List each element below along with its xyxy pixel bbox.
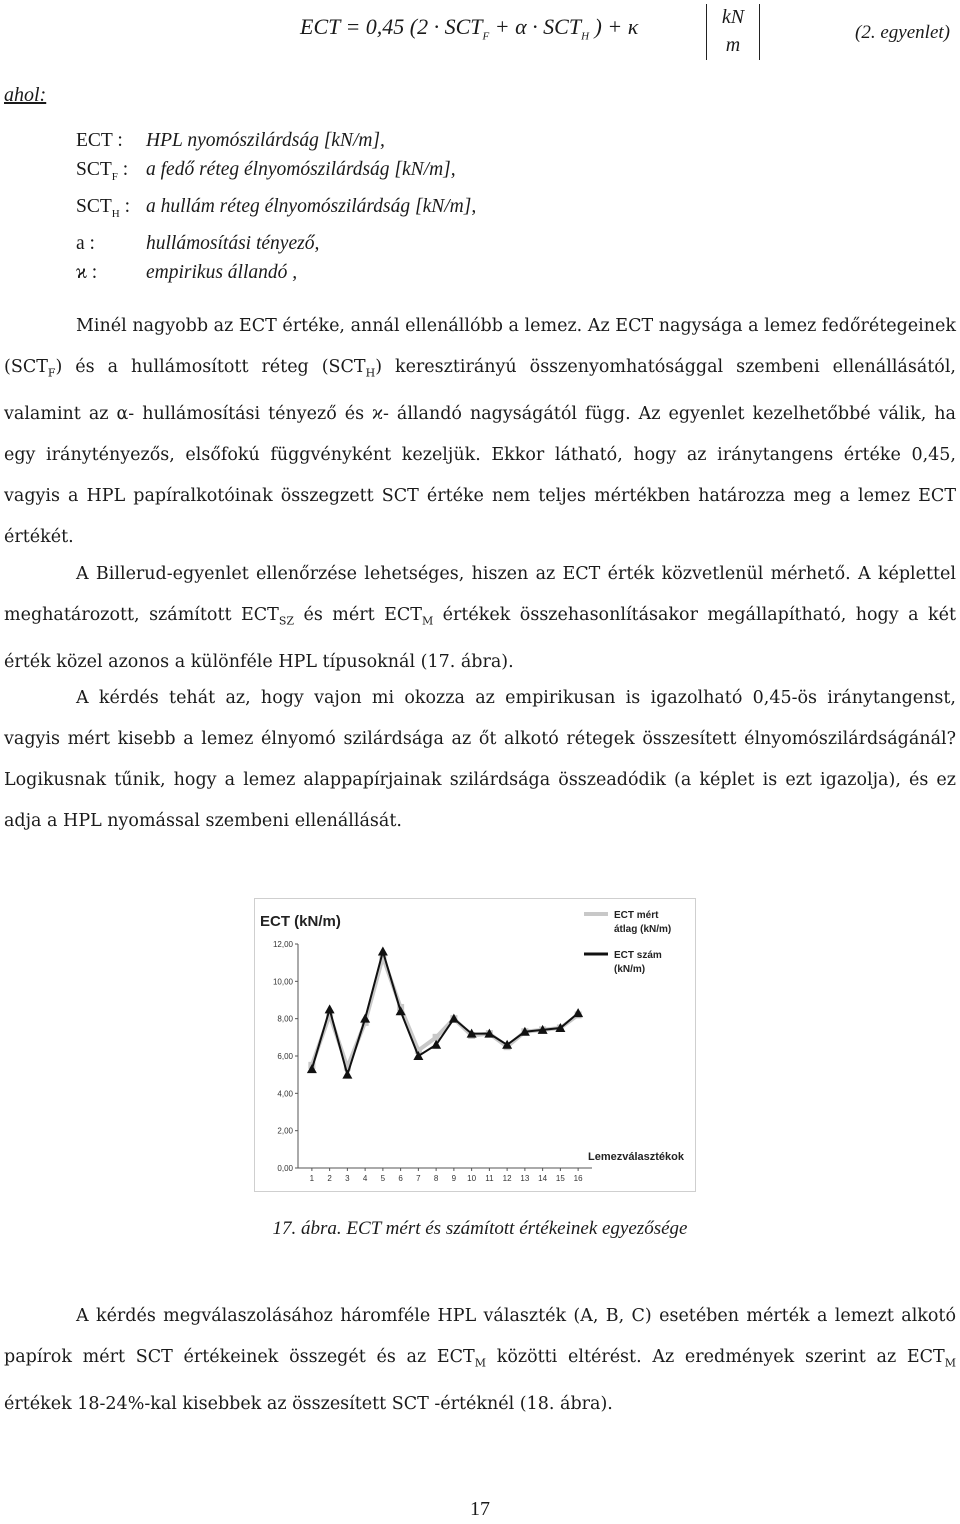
- definition-symbol: $SCT_H$ :: [76, 195, 131, 220]
- y-tick-label: 4,00: [277, 1089, 293, 1099]
- x-tick-label: 9: [451, 1174, 457, 1183]
- x-tick-label: 11: [485, 1174, 494, 1183]
- x-tick-label: 7: [416, 1174, 421, 1183]
- definition-desc: a hullám réteg élnyomószilárdság [kN/m],: [146, 195, 477, 217]
- equation-rhs: = 0,45 (2 · SCT: [345, 14, 483, 39]
- x-tick-label: 15: [555, 1174, 565, 1183]
- definition-desc: a fedő réteg élnyomószilárdság [kN/m],: [146, 159, 456, 180]
- x-tick-label: 10: [467, 1174, 477, 1183]
- paragraph-2: A Billerud-egyenlet ellenőrzése lehetséges, hiszen az ECT érték közvetlenül mérhető. A képlettel meghatározott, számított $ECT_{SZ}$ és mért $ECT_M$ értékek összehasonlításakor megállapítható, hogy a két érték közel azonos a különféle HPL típusoknál (17. ábra).: [4, 564, 956, 672]
- paragraph-4: A kérdés megválaszolásához háromféle HPL választék (A, B, C) esetében mérték a lemezt alkotó papírok mért SCT értékeinek összegét és az $ECT_M$ közötti eltérést. Az eredmények szerint az $ECT_M$ értékek 18-24%-kal kisebbek az összesített SCT -értéknél (18. ábra).: [4, 1306, 956, 1414]
- definition-desc: hullámosítási tényező,: [146, 232, 320, 254]
- y-tick-label: 0,00: [277, 1164, 293, 1173]
- x-tick-label: 3: [345, 1174, 350, 1183]
- definition-symbol: ϰ :: [76, 261, 98, 283]
- definition-symbol: a :: [76, 232, 95, 254]
- definition-symbol: $SCT_F$ :: [76, 159, 129, 183]
- equation-sub-f: F: [482, 30, 490, 43]
- definition-ect: [76, 126, 476, 155]
- definition-list: [76, 126, 476, 287]
- legend-label: átlag (kN/m): [614, 924, 672, 935]
- x-tick-label: 13: [520, 1174, 530, 1183]
- x-tick-label: 1: [309, 1174, 315, 1183]
- y-tick-label: 6,00: [277, 1052, 293, 1061]
- figure-caption: 17. ábra. ECT mért és számított értékeinek egyezősége: [272, 1218, 688, 1239]
- ahol-label: ahol:: [4, 84, 47, 106]
- y-tick-label: 10,00: [272, 977, 293, 987]
- chart-title: ECT (kN/m): [260, 913, 341, 930]
- definition-desc: HPL nyomószilárdság [kN/m],: [146, 130, 385, 151]
- equation-sub-h: H: [581, 30, 590, 43]
- equation-label: (2. egyenlet): [855, 22, 950, 43]
- equation-tail: ) + κ: [594, 14, 639, 39]
- chart-xlabel: Lemezválasztékok: [588, 1151, 684, 1163]
- y-tick-label: 2,00: [277, 1126, 293, 1136]
- page-number: 17: [470, 1498, 490, 1520]
- unit-denominator: m: [725, 34, 741, 56]
- x-tick-label: 4: [362, 1174, 368, 1183]
- definition-sctf: [76, 155, 476, 192]
- legend-label: (kN/m): [614, 964, 646, 975]
- equation-alpha-term: + α · SCT: [494, 14, 582, 39]
- unit-numerator: kN: [721, 6, 745, 28]
- definition-symbol: ECT :: [76, 130, 123, 151]
- x-tick-label: 16: [573, 1174, 583, 1183]
- y-tick-label: 8,00: [277, 1014, 293, 1024]
- equation-unit: [706, 4, 760, 60]
- x-tick-label: 12: [502, 1174, 512, 1183]
- paragraph-1: Minél nagyobb az ECT értéke, annál ellenállóbb a lemez. Az ECT nagysága a lemez fedőrétegeinek $(SCT_F)$ és a hullámosított réteg $(SCT_H)$ keresztirányú összenyomhatósággal szembeni ellenállásától, valamint az α- hullámosítási tényező és ϰ- állandó nagyságától függ. Az egyenlet kezelhetőbbé válik, ha egy iránytényezős, elsőfokú függvényként kezeljük. Ekkor látható, hogy az iránytangens értéke 0,45, vagyis a HPL papíralkotóinak összegzett SCT értéke nem teljes mértékben határozza meg a lemez ECT értékét.: [4, 316, 956, 547]
- definition-scth: [76, 192, 476, 229]
- equation-lhs: ECT: [300, 14, 340, 39]
- definition-kappa: [76, 258, 476, 287]
- equation: [300, 14, 638, 42]
- definition-desc: empirikus állandó ,: [146, 261, 298, 283]
- legend-label: ECT szám: [614, 950, 662, 961]
- paragraph-3: A kérdés tehát az, hogy vajon mi okozza az empirikusan is igazolható 0,45-ös iránytangenst, vagyis mért kisebb a lemez élnyomó szilárdsága az őt alkotó rétegek összesített élnyomószilárdságánál? Logikusnak tűnik, hogy a lemez alappapírjainak szilárdsága összeadódik (a képlet is ezt igazolja), és ez adja a HPL nyomással szembeni ellenállását.: [4, 688, 956, 831]
- x-tick-label: 2: [327, 1174, 332, 1183]
- legend-label: ECT mért: [614, 910, 659, 921]
- x-tick-label: 6: [398, 1174, 403, 1183]
- x-tick-label: 14: [538, 1174, 548, 1183]
- y-tick-label: 12,00: [272, 940, 293, 949]
- x-tick-label: 5: [380, 1174, 386, 1183]
- definition-a: [76, 229, 476, 258]
- ect-chart: [254, 898, 696, 1192]
- x-tick-label: 8: [433, 1174, 439, 1183]
